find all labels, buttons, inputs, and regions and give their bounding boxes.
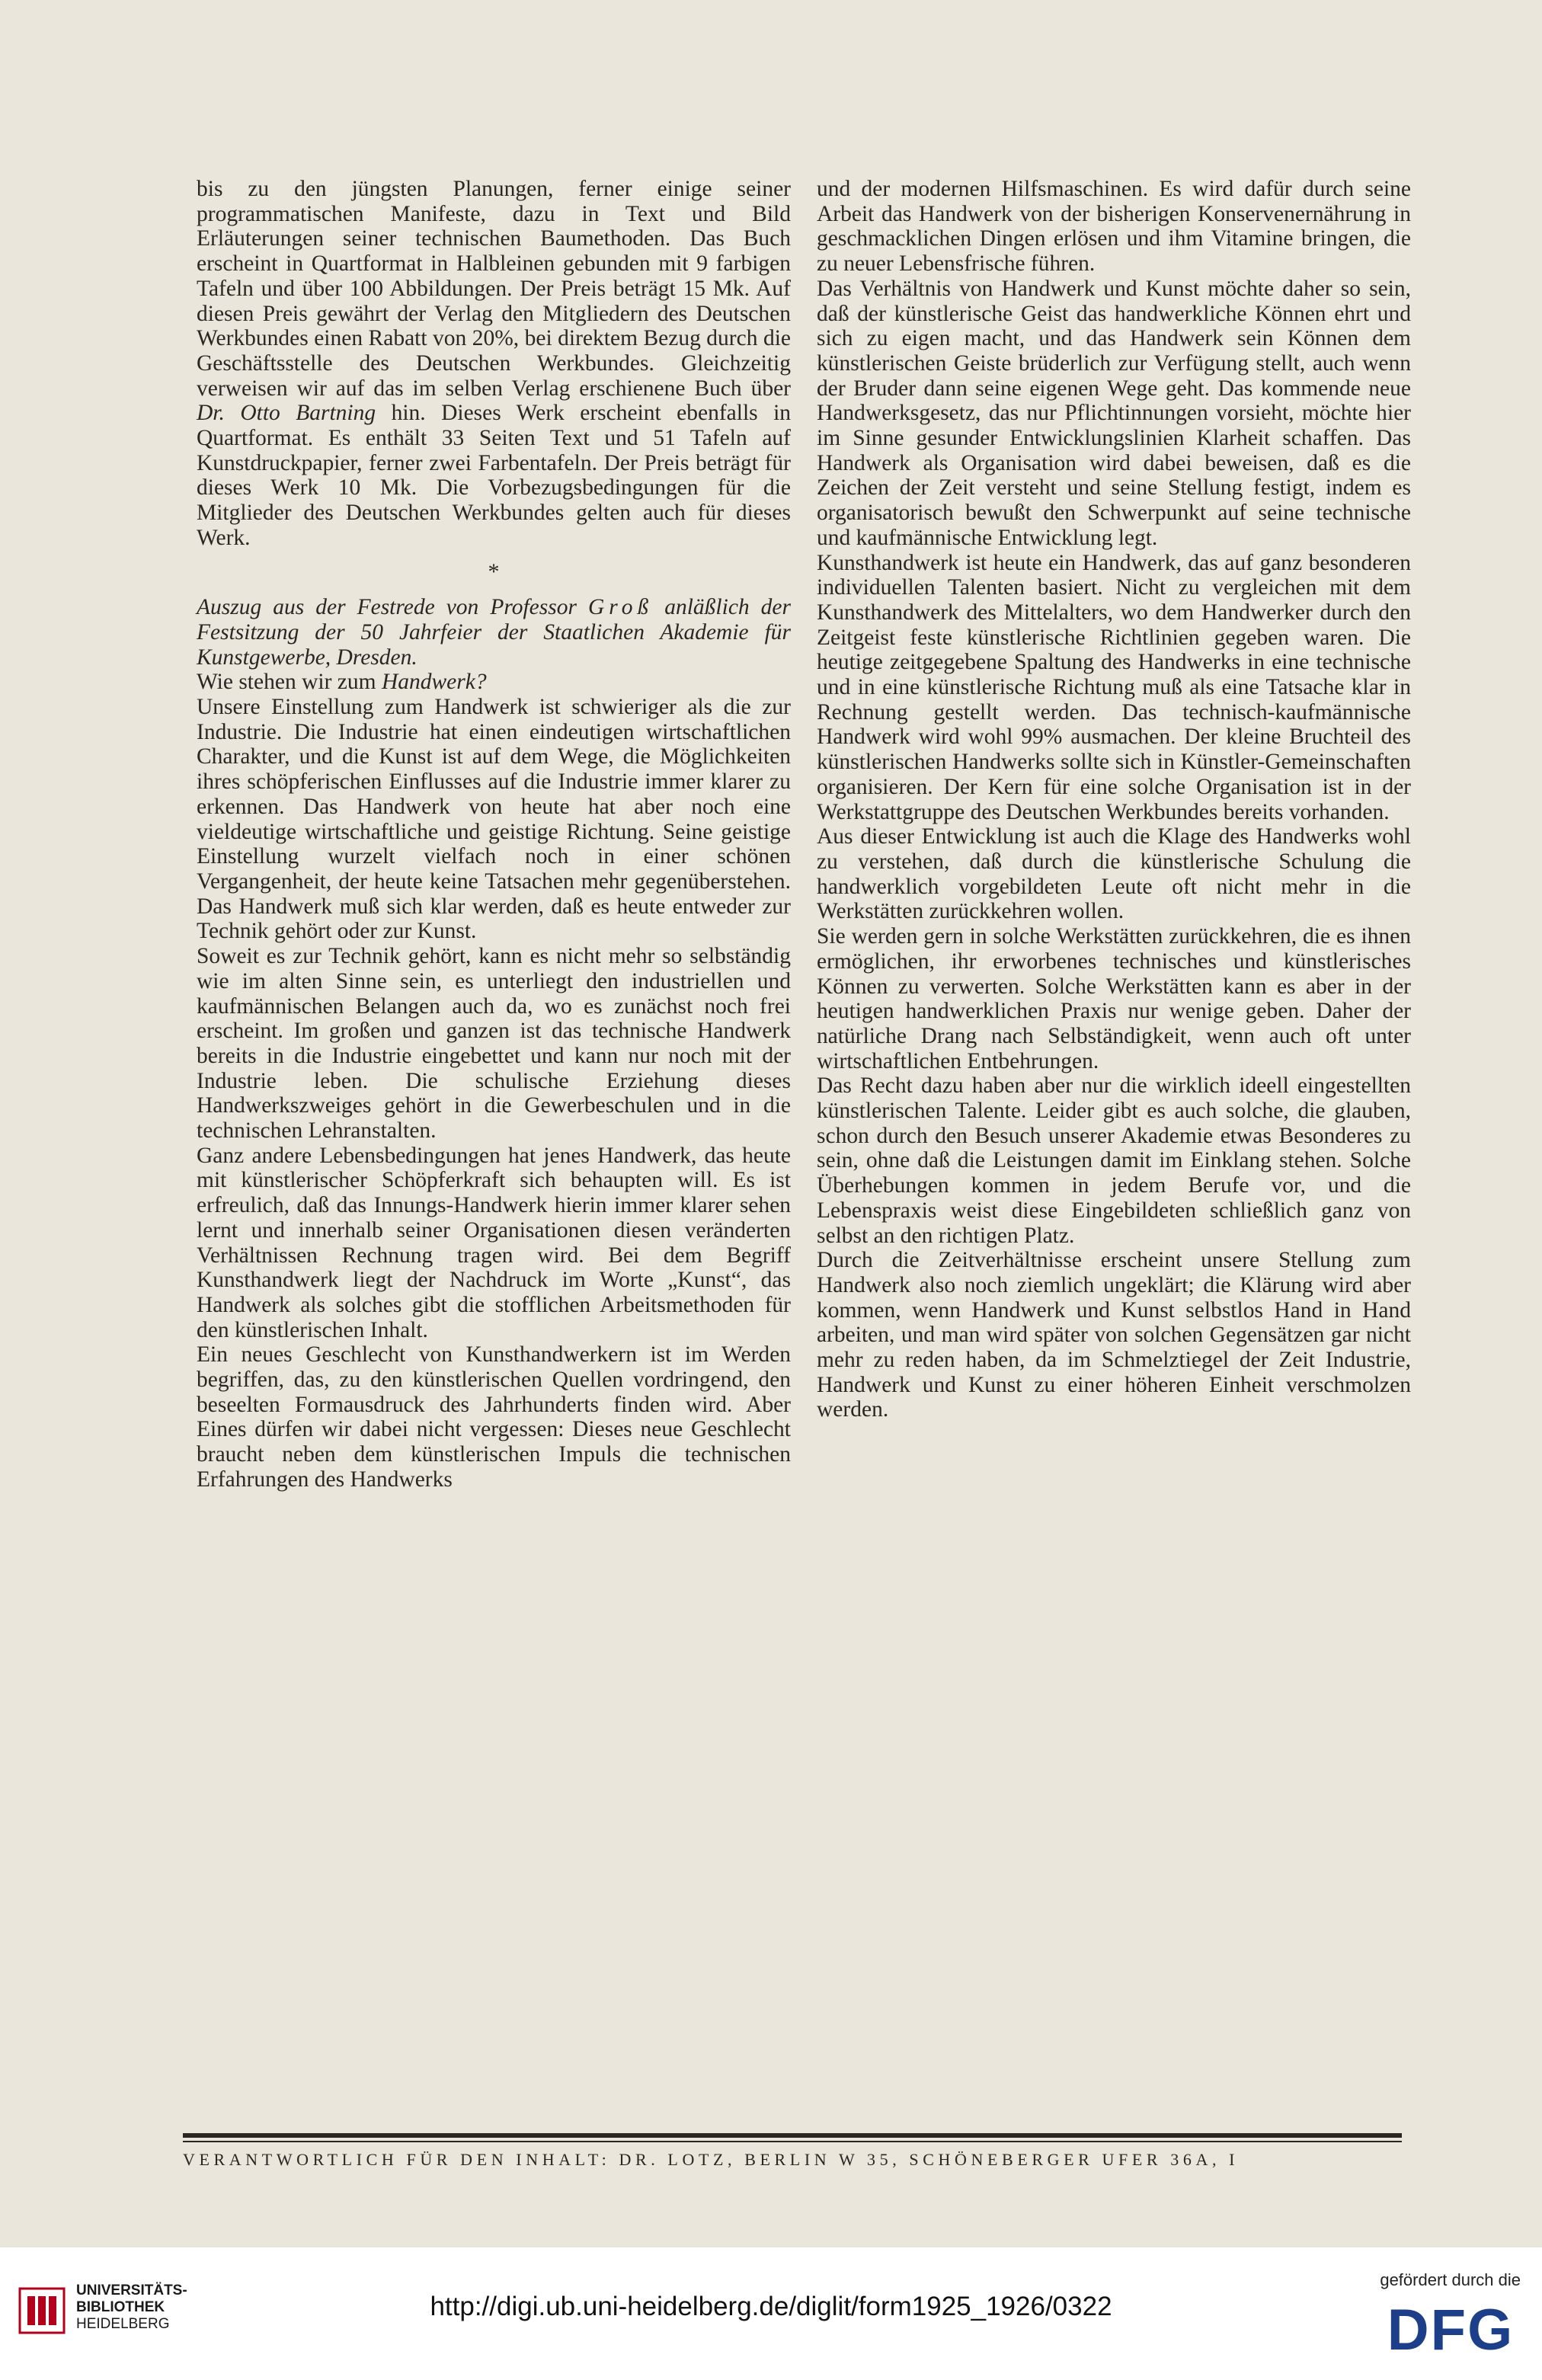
- intro-text: anläßlich der Festsitzung der 50 Jahrfeier der Staatlichen Akademie für Kunstgewerbe, Dresden.: [197, 595, 792, 670]
- paragraph: Sie werden gern in solche Werkstätten zurückkehren, die es ihnen ermöglichen, ihr erworbenes technisches und künstlerisches Können zu verwerten. Solche Werkstätten kann es aber in der heutigen handwerklichen Praxis nur wenige geben. Daher der natürliche Drang nach Selbständigkeit, wenn auch oft unter wirtschaftlichen Entbehrungen.: [817, 924, 1411, 1073]
- dfg-logo-text: DFG: [1387, 2302, 1515, 2356]
- library-name-line: UNIVERSITÄTS-: [76, 2282, 187, 2298]
- permalink-url[interactable]: http://digi.ub.uni-heidelberg.de/diglit/form1925_1926/0322: [430, 2292, 1112, 2321]
- library-name-line: HEIDELBERG: [76, 2316, 170, 2332]
- question-text: Wie stehen wir zum: [197, 670, 376, 695]
- paragraph: Kunsthandwerk ist heute ein Handwerk, das auf ganz besonderen individuellen Talenten basiert. Nicht zu vergleichen mit dem Kunsthandwerk des Mittelalters, wo dem Handwerker durch den Zeitgeist feste künstlerische Richtlinien gegeben waren. Die heutige zeitgegebene Spaltung des Handwerks in eine technische und in eine künstlerische Richtung muß als eine Tatsache klar in Rechnung gestellt werden. Das technisch-kaufmännische Handwerk wird wohl 99% ausmachen. Der kleine Bruchteil des künstlerischen Handwerks sollte sich in Künstler-Gemeinschaften organisieren. Der Kern für eine solche Organisation ist in der Werkstattgruppe des Deutschen Werkbundes bereits vorhanden.: [817, 550, 1411, 824]
- author-name: Dr. Otto Bartning: [197, 401, 376, 426]
- library-name-line: BIBLIOTHEK: [76, 2299, 165, 2315]
- paragraph: Aus dieser Entwicklung ist auch die Klage des Handwerks wohl zu verstehen, daß durch die künstlerische Schulung die handwerklich vorgebildeten Leute oft nicht mehr in die Werkstätten zurückkehren wollen.: [817, 824, 1411, 924]
- footer-rule-thick: [183, 2133, 1402, 2138]
- paragraph-text: hin. Dieses Werk erscheint ebenfalls in Quartformat. Es enthält 33 Seiten Text und 51 Tafeln auf Kunstdruckpapier, ferner zwei Farbentafeln. Der Preis beträgt für dieses Werk 10 Mk. Die Vorbezugsbedingungen für die Mitglieder des Deutschen Werkbundes gelten auch für dieses Werk.: [197, 401, 792, 550]
- paragraph: Ganz andere Lebensbedingungen hat jenes Handwerk, das heute mit künstlerischer Schöpferkraft sich behaupten will. Es ist erfreulich, daß das Innungs-Handwerk hierin immer klarer sehen lernt und innerhalb seiner Organisationen diesen veränderten Verhältnissen Rechnung tragen wird. Bei dem Begriff Kunsthandwerk liegt der Nachdruck im Worte „Kunst“, das Handwerk als solches gibt die stofflichen Arbeitsmethoden für den künstlerischen Inhalt.: [197, 1143, 791, 1342]
- section-separator: *: [488, 558, 500, 584]
- footer-rule-thin: [183, 2141, 1402, 2142]
- intro-text: Auszug aus der Festrede von Professor: [197, 595, 577, 620]
- right-column: [817, 177, 1411, 1422]
- paragraph: [197, 177, 791, 551]
- paragraph: und der modernen Hilfsmaschinen. Es wird dafür durch seine Arbeit das Handwerk von der bisherigen Konservenernährung in geschmacklichen Dingen erlösen und ihm Vitamine bringen, die zu neuer Lebensfrische führen.: [817, 177, 1411, 277]
- question-line: [197, 670, 791, 695]
- question-emphasis: Handwerk?: [381, 670, 487, 695]
- left-column: [197, 177, 791, 1492]
- funding-caption: gefördert durch die: [1380, 2270, 1521, 2289]
- imprint-line: VERANTWORTLICH FÜR DEN INHALT: DR. LOTZ, BERLIN W 35, SCHÖNEBERGER UFER 36A, I: [183, 2150, 1240, 2169]
- speech-intro: [197, 595, 791, 670]
- paragraph: Das Verhältnis von Handwerk und Kunst möchte daher so sein, daß der künstlerische Geist das handwerkliche Können ehrt und sich zu eigen macht, und das Handwerk sein Können dem künstlerischen Geiste brüderlich zur Verfügung stellt, auch wenn der Bruder dann seine eigenen Wege geht. Das kommende neue Handwerksgesetz, das nur Pflichtinnungen vorsieht, möchte hier im Sinne gesunder Entwicklungslinien Klarheit schaffen. Das Handwerk als Organisation wird dabei beweisen, daß es die Zeichen der Zeit versteht und seine Stellung festigt, indem es organisatorisch bewußt den Schwerpunkt auf seine technische und kaufmännische Entwicklung legt.: [817, 276, 1411, 550]
- paragraph: Ein neues Geschlecht von Kunsthandwerkern ist im Werden begriffen, das, zu den künstlerischen Quellen vordringend, den beseelten Formausdruck des Jahrhunderts finden wird. Aber Eines dürfen wir dabei nicht vergessen: Dieses neue Geschlecht braucht neben dem künstlerischen Impuls die technischen Erfahrungen des Handwerks: [197, 1342, 791, 1492]
- digitization-footer: [0, 2247, 1542, 2380]
- paragraph: Das Recht dazu haben aber nur die wirklich ideell eingestellten künstlerischen Talente. Leider gibt es auch solche, die glauben, schon durch den Besuch unserer Akademie etwas Besonderes zu sein, ohne daß die Leistungen damit im Einklang stehen. Solche Überhebungen kommen in jedem Berufe vor, und die Lebenspraxis weist diese Eingebildeten schließlich ganz von selbst an den richtigen Platz.: [817, 1073, 1411, 1248]
- speaker-name: Groß: [588, 595, 654, 620]
- paragraph-text: bis zu den jüngsten Planungen, ferner einige seiner programmatischen Manifeste, dazu in Text und Bild Erläuterungen seiner technischen Baumethoden. Das Buch erscheint in Quartformat in Halbleinen gebunden mit 9 farbigen Tafeln und über 100 Abbildungen. Der Preis beträgt 15 Mk. Auf diesen Preis gewährt der Verlag den Mitgliedern des Deutschen Werkbundes einen Rabatt von 20%, bei direktem Bezug durch die Geschäftsstelle des Deutschen Werkbundes. Gleichzeitig verweisen wir auf das im selben Verlag erschienene Buch über: [197, 177, 791, 401]
- paragraph: Unsere Einstellung zum Handwerk ist schwieriger als die zur Industrie. Die Industrie hat einen eindeutigen wirtschaftlichen Charakter, und die Kunst ist auf dem Wege, die Möglichkeiten ihres schöpferischen Einflusses auf die Industrie immer klarer zu erkennen. Das Handwerk von heute hat aber noch eine vieldeutige wirtschaftliche und geistige Richtung. Seine geistige Einstellung wurzelt vielfach noch in einer schönen Vergangenheit, der heute keine Tatsachen mehr gegenüberstehen. Das Handwerk muß sich klar werden, daß es heute entweder zur Technik gehört oder zur Kunst.: [197, 695, 791, 944]
- paragraph: Durch die Zeitverhältnisse erscheint unsere Stellung zum Handwerk also noch ziemlich ungeklärt; die Klärung wird aber kommen, wenn Handwerk und Kunst selbstlos Hand in Hand arbeiten, und man wird später von solchen Gegensätzen gar nicht mehr zu reden haben, da im Schmelztiegel der Zeit Industrie, Handwerk und Kunst zu einer höheren Einheit verschmolzen werden.: [817, 1248, 1411, 1422]
- dfg-logo-icon: [1380, 2302, 1521, 2356]
- paragraph: Soweit es zur Technik gehört, kann es nicht mehr so selbständig wie im alten Sinne sein, es unterliegt den industriellen und kaufmännischen Belangen auch da, wo es zunächst noch frei erscheint. Im großen und ganzen ist das technische Handwerk bereits in die Industrie eingebettet und kann nur noch mit der Industrie leben. Die schulische Erziehung dieses Handwerkszweiges gehört in die Gewerbeschulen und in die technischen Lehranstalten.: [197, 944, 791, 1144]
